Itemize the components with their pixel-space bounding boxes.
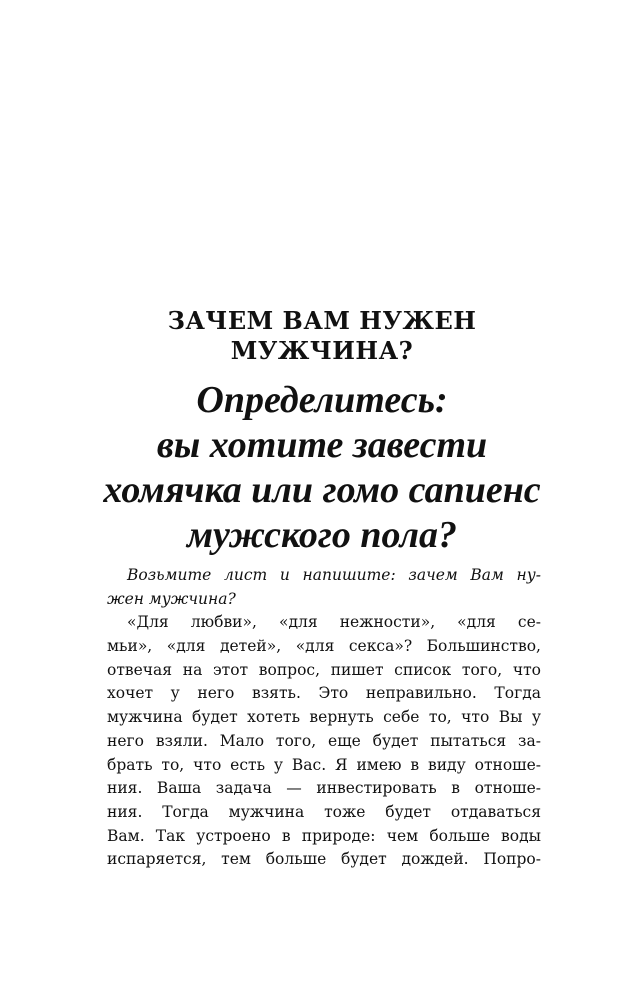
paragraph-line-9: ния. Тогда мужчина тоже будет отдаваться: [107, 802, 541, 821]
body-text: [107, 564, 541, 872]
chapter-subtitle: [70, 378, 574, 558]
paragraph-line-6: него взяли. Мало того, еще будет пытаться за-: [107, 731, 541, 750]
exercise-line-2: жен мужчина?: [107, 589, 236, 608]
chapter-title-line-1: ЗАЧЕМ ВАМ НУЖЕН: [167, 306, 477, 335]
chapter-title-line-2: МУЖЧИНА?: [230, 336, 414, 365]
paragraph-line-8: ния. Ваша задача — инвестировать в отноше-: [107, 779, 541, 798]
subtitle-line-2: вы хотите завести: [156, 424, 488, 466]
body-paragraph: [107, 611, 541, 872]
paragraph-line-3: отвечая на этот вопрос, пишет список того, что: [107, 660, 541, 679]
chapter-title: [70, 306, 574, 366]
exercise-line-1: Возьмите лист и напишите: зачем Вам ну-: [127, 566, 541, 584]
exercise-instruction: [107, 564, 541, 611]
subtitle-line-3: хомячка или гомо сапиенс: [103, 469, 541, 511]
paragraph-line-1: «Для любви», «для нежности», «для се-: [127, 613, 541, 632]
paragraph-line-11: испаряется, тем больше будет дождей. Попро-: [107, 850, 541, 869]
paragraph-line-2: мьи», «для детей», «для секса»? Большинство,: [107, 637, 541, 656]
paragraph-line-4: хочет у него взять. Это неправильно. Тогда: [107, 684, 541, 703]
subtitle-line-1: Определитесь:: [196, 379, 448, 421]
paragraph-line-10: Вам. Так устроено в природе: чем больше воды: [107, 826, 541, 845]
paragraph-line-5: мужчина будет хотеть вернуть себе то, что Вы у: [107, 708, 541, 727]
subtitle-line-4: мужского пола?: [186, 514, 458, 556]
paragraph-line-7: брать то, что есть у Вас. Я имею в виду отноше-: [107, 755, 541, 774]
